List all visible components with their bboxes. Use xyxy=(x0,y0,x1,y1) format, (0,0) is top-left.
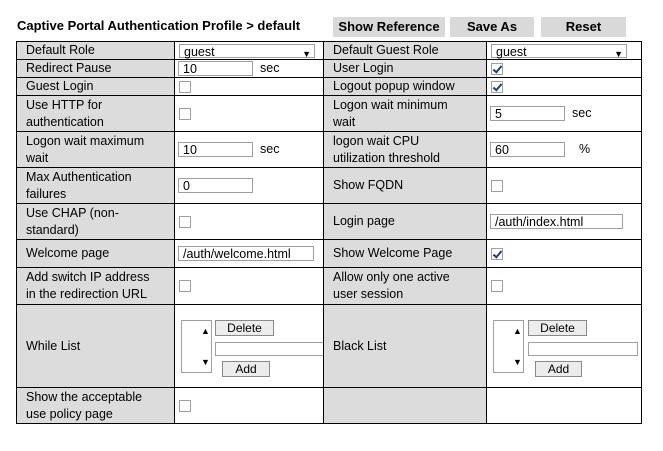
logon-wait-max-unit: sec xyxy=(260,142,280,157)
logout-popup-checkbox[interactable] xyxy=(491,81,503,93)
page-title: Captive Portal Authentication Profile > default xyxy=(17,18,301,33)
black-list-label: Black List xyxy=(324,305,487,388)
one-active-session-label xyxy=(324,268,487,305)
one-active-session-checkbox[interactable] xyxy=(491,280,503,292)
login-page-input[interactable]: /auth/index.html xyxy=(490,214,623,229)
label-line: logon wait CPU xyxy=(333,133,420,148)
table-row xyxy=(17,60,642,78)
scroll-up-icon[interactable]: ▲ xyxy=(201,326,210,337)
welcome-page-label: Welcome page xyxy=(17,240,175,268)
label-line: Logon wait minimum xyxy=(333,97,448,112)
logon-wait-min-unit: sec xyxy=(572,106,592,121)
table-row xyxy=(17,42,642,60)
white-list-entry-input[interactable] xyxy=(215,342,324,356)
empty-cell xyxy=(324,388,487,424)
cpu-threshold-label xyxy=(324,132,487,168)
guest-login-checkbox[interactable] xyxy=(179,81,191,93)
label-line: Add switch IP address xyxy=(26,270,150,285)
label-line: utilization threshold xyxy=(333,150,441,165)
use-http-label xyxy=(17,96,175,132)
white-list-box[interactable] xyxy=(181,320,212,373)
cpu-threshold-unit: % xyxy=(579,142,591,157)
label-line: Allow only one active xyxy=(333,270,450,285)
table-row xyxy=(17,96,642,132)
label-line: wait xyxy=(26,150,49,165)
label-line: in the redirection URL xyxy=(26,287,147,302)
redirect-pause-unit: sec xyxy=(260,61,280,76)
use-http-checkbox[interactable] xyxy=(179,108,191,120)
table-row xyxy=(17,305,642,388)
show-fqdn-checkbox[interactable] xyxy=(491,180,503,192)
white-list-add-button[interactable]: Add xyxy=(222,361,270,377)
table-row xyxy=(17,268,642,305)
label-line: standard) xyxy=(26,222,79,237)
max-auth-failures-label xyxy=(17,168,175,204)
white-list-label: While List xyxy=(17,305,175,388)
empty-cell xyxy=(487,388,642,424)
table-row xyxy=(17,240,642,268)
black-list-box[interactable] xyxy=(493,320,524,373)
show-welcome-page-checkbox[interactable] xyxy=(491,248,503,260)
label-line: use policy page xyxy=(26,406,113,421)
label-line: Use HTTP for xyxy=(26,97,103,112)
user-login-checkbox[interactable] xyxy=(491,63,503,75)
white-list-delete-button[interactable]: Delete xyxy=(215,320,274,336)
welcome-page-input[interactable]: /auth/welcome.html xyxy=(178,246,314,261)
show-fqdn-label: Show FQDN xyxy=(324,168,487,204)
label-line: Use CHAP (non- xyxy=(26,205,119,220)
label-line: Logon wait maximum xyxy=(26,133,145,148)
redirect-pause-label: Redirect Pause xyxy=(17,60,175,78)
default-guest-role-value: guest xyxy=(496,44,527,59)
acceptable-use-policy-checkbox[interactable] xyxy=(179,400,191,412)
table-row xyxy=(17,168,642,204)
logon-wait-max-input[interactable]: 10 xyxy=(178,142,253,157)
scroll-up-icon[interactable]: ▲ xyxy=(513,326,522,337)
login-page-label: Login page xyxy=(324,204,487,240)
label-line: wait xyxy=(333,114,356,129)
add-switch-ip-label xyxy=(17,268,175,305)
black-list-add-button[interactable]: Add xyxy=(535,361,582,377)
label-line: failures xyxy=(26,186,67,201)
table-row xyxy=(17,78,642,96)
show-welcome-page-label: Show Welcome Page xyxy=(324,240,487,268)
default-role-value: guest xyxy=(184,44,215,59)
logout-popup-label: Logout popup window xyxy=(324,78,487,96)
scroll-down-icon[interactable]: ▼ xyxy=(201,357,210,368)
guest-login-label: Guest Login xyxy=(17,78,175,96)
logon-wait-min-label xyxy=(324,96,487,132)
table-row xyxy=(17,132,642,168)
label-line: Show the acceptable xyxy=(26,389,143,404)
redirect-pause-input[interactable]: 10 xyxy=(178,61,253,76)
default-role-select[interactable] xyxy=(179,44,315,58)
use-chap-checkbox[interactable] xyxy=(179,216,191,228)
use-chap-label xyxy=(17,204,175,240)
show-reference-button[interactable]: Show Reference xyxy=(333,17,445,37)
cpu-threshold-input[interactable]: 60 xyxy=(490,142,565,157)
save-as-button[interactable]: Save As xyxy=(450,17,534,37)
acceptable-use-policy-label xyxy=(17,388,175,424)
default-guest-role-select[interactable] xyxy=(491,44,627,58)
add-switch-ip-checkbox[interactable] xyxy=(179,280,191,292)
table-row xyxy=(17,388,642,424)
default-guest-role-label: Default Guest Role xyxy=(324,42,487,60)
black-list-entry-input[interactable] xyxy=(528,342,638,356)
default-role-label: Default Role xyxy=(17,42,175,60)
label-line: authentication xyxy=(26,114,104,129)
scroll-down-icon[interactable]: ▼ xyxy=(513,357,522,368)
user-login-label: User Login xyxy=(324,60,487,78)
black-list-delete-button[interactable]: Delete xyxy=(528,320,587,336)
max-auth-failures-input[interactable]: 0 xyxy=(178,178,253,193)
profile-settings-table xyxy=(16,41,642,424)
logon-wait-min-input[interactable]: 5 xyxy=(490,106,565,121)
logon-wait-max-label xyxy=(17,132,175,168)
reset-button[interactable]: Reset xyxy=(541,17,626,37)
dropdown-arrow-icon: ▼ xyxy=(614,48,623,59)
label-line: user session xyxy=(333,287,404,302)
dropdown-arrow-icon: ▼ xyxy=(302,48,311,59)
table-row xyxy=(17,204,642,240)
label-line: Max Authentication xyxy=(26,169,132,184)
